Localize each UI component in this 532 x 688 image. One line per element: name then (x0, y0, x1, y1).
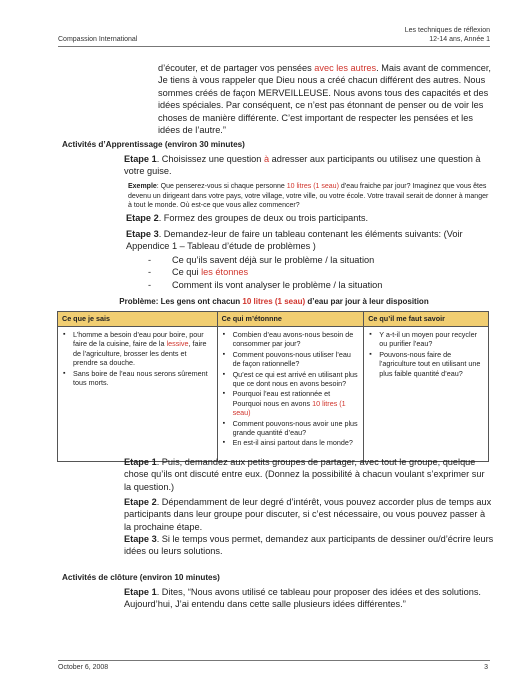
step-label: Etape 2 (124, 497, 157, 507)
dash-text: Ce qui (172, 267, 202, 278)
step-label: Etape 2 (126, 213, 159, 223)
example-label: Exemple (128, 183, 157, 190)
intro-text: d’écouter, et de partager vos pensées (158, 63, 315, 73)
cell-highlight: lessive (166, 339, 189, 349)
dash-item (148, 266, 488, 278)
footer-date: October 6, 2008 (58, 664, 109, 671)
step1-learning (124, 153, 494, 178)
step2-followup (124, 496, 494, 533)
table-header-cell: Ce qu’il me faut savoir (364, 312, 489, 327)
footer-page-number: 3 (484, 664, 488, 671)
dash-item: - Comment ils vont analyser le problème / la situation (148, 279, 488, 291)
footer-rule (58, 660, 490, 661)
list-item (233, 389, 360, 417)
step-text: . Puis, demandez aux petits groupes de partager, avec tout le groupe, quelque chose qu’ils ont discuté entre eux. (Donnez la possibilité à chacun voulant s’exprimer sur la question.) (124, 457, 485, 492)
list-item: ▪ En est-il ainsi partout dans le monde? (233, 438, 360, 447)
step-highlight: à (263, 154, 270, 164)
step-label: Etape 1 (124, 587, 157, 597)
step-label: Etape 3 (126, 229, 159, 239)
step-text: . Dites, “Nous avons utilisé ce tableau pour proposer des idées et des solutions. Aujourd’hui, J’ai entendu dans cette salle plusieurs idées différentes.” (124, 587, 481, 610)
header-title: Les techniques de réflexion (404, 27, 490, 34)
problem-highlight: 10 litres (1 seau) (242, 297, 306, 306)
cell-text-rest: , faire de l’agriculture, brosser les dents et prendre sa douche. (73, 339, 207, 368)
step-label: Etape 1 (124, 457, 157, 467)
step1-closing (124, 586, 494, 611)
step1-followup (124, 456, 494, 493)
intro-highlight: avec les autres (314, 63, 377, 73)
problem-statement (58, 297, 490, 306)
table-header-cell: Ce qui m’étonnne (217, 312, 364, 327)
list-item (73, 330, 213, 368)
step-text: . Demandez-leur de faire un tableau contenant les éléments suivants: (Voir Appendice 1 – Tableau d’étude de problèmes ) (126, 229, 463, 252)
example-text: : Que penserez-vous si chaque personne (156, 183, 287, 190)
step-text-rest: adresser aux participants ou utilisez une question à votre guise. (124, 154, 481, 177)
dash-list (148, 254, 488, 291)
section-title-closing: Activités de clôture (environ 10 minutes) (62, 573, 220, 582)
problem-table (57, 311, 489, 462)
header-subtitle: 12-14 ans, Année 1 (429, 36, 490, 43)
step-text: . Choisissez une question (156, 154, 264, 164)
problem-text: Problème: Les gens ont chacun (119, 297, 243, 306)
step2-learning (126, 212, 494, 224)
step3-followup (124, 533, 494, 558)
table-header-cell: Ce que je sais (58, 312, 218, 327)
cell-text: L’homme a besoin d’eau pour boire, pour faire de la cuisine, faire de la (73, 330, 204, 349)
dash-item: - Ce qu’ils savent déjà sur le problème / la situation (148, 254, 488, 266)
header-org: Compassion International (58, 36, 138, 43)
example-block (128, 182, 494, 211)
header-rule (58, 46, 490, 47)
table-header-row (58, 312, 489, 327)
table-cell-surprises (217, 327, 364, 462)
list-item: ▪ Qu’est ce qui est arrivé en utilisant plus que ce dont nous en avons besoin? (233, 370, 360, 389)
problem-text-rest: d’eau par jour à leur disposition (305, 297, 429, 306)
step-label: Etape 1 (124, 154, 157, 164)
list-item: ▪ Comment pouvons-nous avoir une plus grande quantité d’eau? (233, 419, 360, 438)
list-item: ▪ Y a-t-il un moyen pour recycler ou purifier l’eau? (379, 330, 484, 349)
example-text-rest: d’eau fraiche par jour? Imaginez que vous êtes devenu un dirigeant dans votre pays, votre village, votre ville, ou votre école. Votre travail serait de donner à manger à tout le monde. Où est-ce que vous allez commencer? (128, 183, 489, 209)
step-text: . Formez des groupes de deux ou trois participants. (158, 213, 369, 223)
cell-highlight: 10 litres (1 seau) (232, 398, 346, 418)
table-cell-need-to-know (364, 327, 489, 462)
dash-highlight: les étonnes (201, 267, 249, 278)
example-highlight: 10 litres (1 seau) (286, 183, 339, 190)
list-item: ▪ Combien d’eau avons-nous besoin de consommer par jour? (233, 330, 360, 349)
list-item: ▪ Sans boire de l’eau nous serons sûrement tous morts. (73, 369, 213, 388)
table-row (58, 327, 489, 462)
header-title-block (405, 26, 490, 44)
table-cell-known (58, 327, 218, 462)
list-item: ▪ Pouvons-nous faire de l’agriculture tout en utilisant une plus faible quantité d’eau? (379, 350, 484, 378)
step-text: . Dépendamment de leur degré d’intérêt, vous pouvez accorder plus de temps aux participants dans leur groupe pour discuter, si c’est nécessaire, ou vous pouvez passer à la prochaine étape. (124, 497, 492, 532)
step-label: Etape 3 (124, 534, 157, 544)
step3-learning (126, 228, 494, 253)
step-text: . Si le temps vous permet, demandez aux participants de dessiner ou/d’écrire leurs idées ou leurs solutions. (124, 534, 494, 557)
list-item: ▪ Comment pouvons-nous utiliser l’eau de façon rationnelle? (233, 350, 360, 369)
cell-text: Pourquoi l’eau est rationnée et Pourquoi nous en avons (232, 389, 331, 408)
section-title-learning: Activités d’Apprentissage (environ 30 minutes) (62, 140, 245, 149)
intro-paragraph (158, 62, 492, 136)
intro-text-rest: . Mais avant de commencer, Je tiens à vous rappeler que Dieu nous a créé chacun différent des autres. Nous sommes créés de façon MERVEILLEUSE. Nous avons tous des capacités et des idées spéciales. Par conséquent, ce n’est pas étonnant de penser ou de voir les choses de manière différente. C’est important de respecter les pensées et les idées de l’autre.” (158, 63, 491, 136)
